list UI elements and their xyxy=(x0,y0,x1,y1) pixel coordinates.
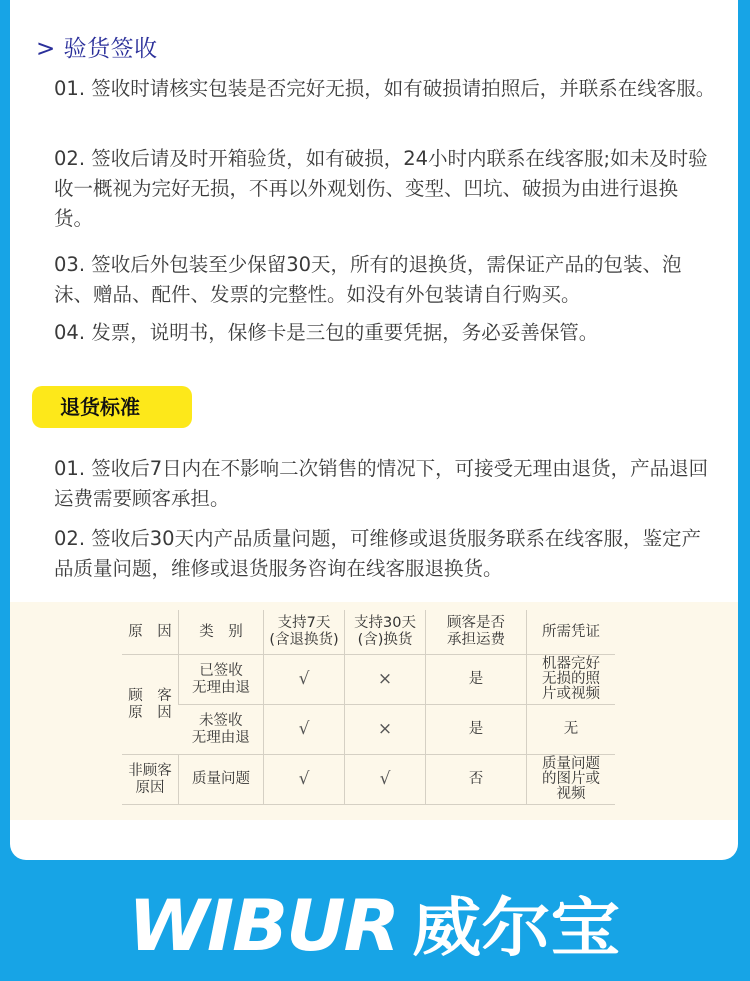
row-category: 质量问题 xyxy=(179,755,264,805)
inspection-item-4: 04. 发票，说明书，保修卡是三包的重要凭据，务必妥善保管。 xyxy=(54,321,599,344)
logo-chinese-text: 威尔宝 xyxy=(412,892,620,966)
inspection-item-3: 03. 签收后外包装至少保留30天，所有的退换货，需保证产品的包装、泡沫、赠品、配件、发票的完整性。如没有外包装请自行购买。 xyxy=(54,253,682,306)
row-7day-mark: √ xyxy=(264,705,345,755)
row-freight: 是 xyxy=(426,705,527,755)
row-7day-mark: √ xyxy=(264,655,345,705)
return-policy-table xyxy=(122,610,615,805)
table-row xyxy=(122,755,615,805)
row-proof: 质量问题 的图片或 视频 xyxy=(527,755,616,805)
inspection-item-1: 01. 签收时请核实包装是否完好无损，如有破损请拍照后，并联系在线客服。 xyxy=(54,77,716,100)
header-reason: 原 因 xyxy=(122,610,179,655)
header-freight: 顾客是否 承担运费 xyxy=(426,610,527,655)
group-customer-reason: 顾 客 原 因 xyxy=(122,655,179,755)
row-proof: 无 xyxy=(527,705,616,755)
table-header-row xyxy=(122,610,615,655)
return-policy-table-area xyxy=(10,602,738,820)
header-category: 类 别 xyxy=(179,610,264,655)
row-7day-mark: √ xyxy=(264,755,345,805)
inspection-title: > 验货签收 xyxy=(36,36,158,62)
logo-latin-text: WIBUR xyxy=(128,885,398,967)
header-7day: 支持7天 (含退换货) xyxy=(264,610,345,655)
table-row xyxy=(122,655,615,705)
table-row xyxy=(122,705,615,755)
returns-item-2: 02. 签收后30天内产品质量问题，可维修或退货服务联系在线客服，鉴定产品质量问题，维修或退货服务咨询在线客服退换货。 xyxy=(54,527,702,580)
wibur-logo xyxy=(0,880,750,981)
row-proof: 机器完好 无损的照 片或视频 xyxy=(527,655,616,705)
row-category: 未签收 无理由退 xyxy=(179,705,264,755)
row-category: 已签收 无理由退 xyxy=(179,655,264,705)
row-30day-mark: × xyxy=(345,705,426,755)
header-proof: 所需凭证 xyxy=(527,610,616,655)
header-30day: 支持30天 (含)换货 xyxy=(345,610,426,655)
row-30day-mark: × xyxy=(345,655,426,705)
inspection-item-2: 02. 签收后请及时开箱验货，如有破损，24小时内联系在线客服;如未及时验收一概视为完好无损，不再以外观划伤、变型、凹坑、破损为由进行退换货。 xyxy=(54,147,708,230)
returns-item-1: 01. 签收后7日内在不影响二次销售的情况下，可接受无理由退货，产品退回运费需要顾客承担。 xyxy=(54,457,709,510)
returns-badge: 退货标准 xyxy=(32,386,192,428)
row-freight: 否 xyxy=(426,755,527,805)
row-30day-mark: √ xyxy=(345,755,426,805)
group-non-customer-reason: 非顾客 原因 xyxy=(122,755,179,805)
row-freight: 是 xyxy=(426,655,527,705)
